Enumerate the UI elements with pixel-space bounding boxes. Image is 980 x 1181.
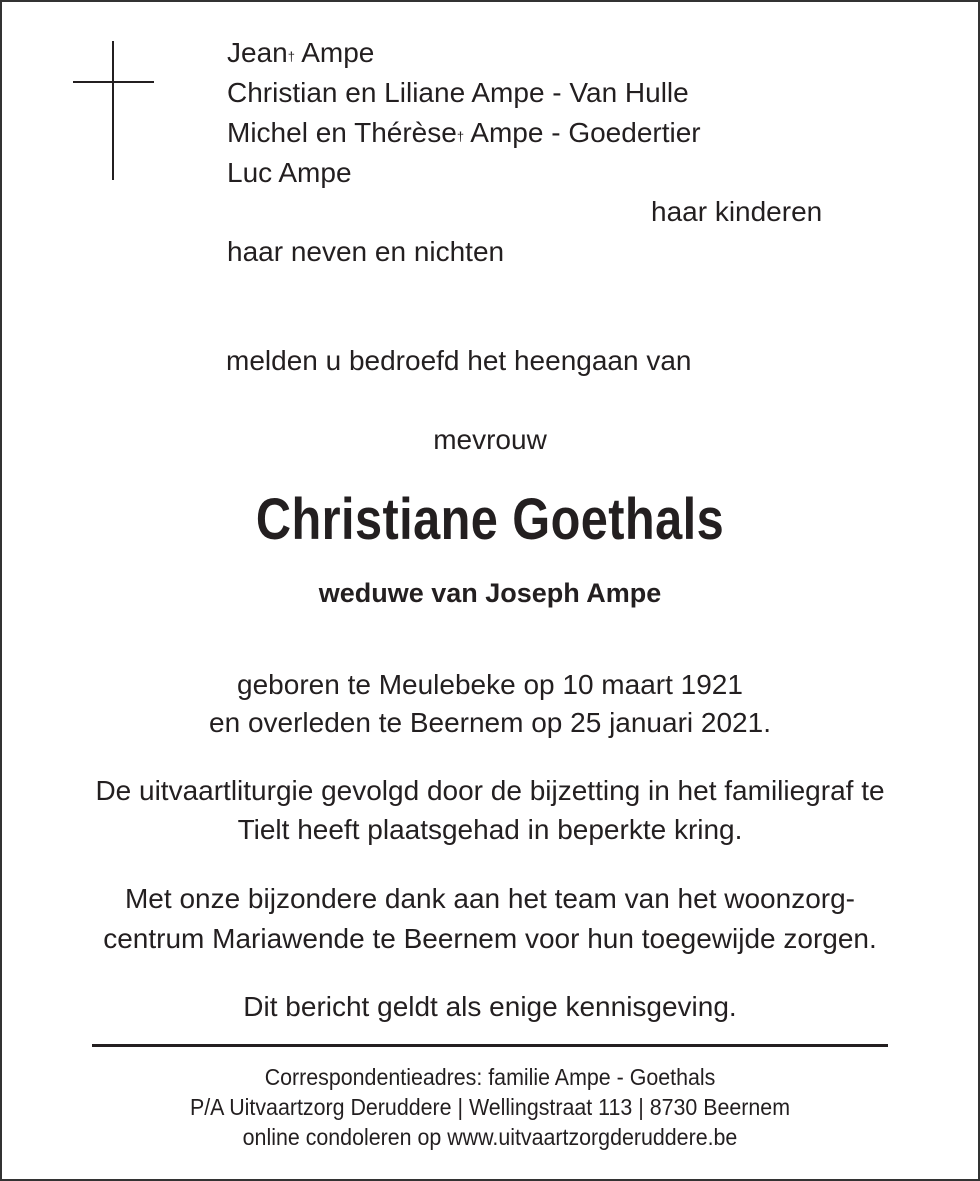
- family-member: Christian en Liliane Ampe - Van Hulle: [227, 77, 689, 108]
- footer-funeral-home: P/A Uitvaartzorg Deruddere | Wellingstraat 113 | 8730 Beernem: [189, 1094, 791, 1120]
- footer-address: Correspondentieadres: familie Ampe - Goethals: [264, 1064, 716, 1090]
- cross-horizontal: [73, 81, 154, 83]
- funeral-line-2: Tielt heeft plaatsgehad in beperkte kring.: [237, 814, 743, 845]
- deceased-name: Christiane Goethals: [255, 487, 725, 552]
- death-line: en overleden te Beernem op 25 januari 2021.: [209, 707, 771, 738]
- children-label: haar kinderen: [651, 196, 823, 227]
- widow-of: weduwe van Joseph Ampe: [318, 578, 662, 608]
- intro-text: melden u bedroefd het heengaan van: [226, 345, 692, 376]
- family-member: [227, 113, 701, 153]
- family-member: Luc Ampe: [227, 157, 352, 188]
- footer-condolence-link: online condoleren op www.uitvaartzorgderuddere.be: [242, 1124, 738, 1150]
- member-surname: Ampe: [294, 37, 375, 68]
- nephews-label: haar neven en nichten: [227, 236, 505, 267]
- birth-line: geboren te Meulebeke op 10 maart 1921: [237, 669, 743, 700]
- thanks-line-1: Met onze bijzondere dank aan het team van het woonzorg-: [124, 883, 855, 914]
- dagger-mark: †: [287, 49, 295, 64]
- cross-vertical: [112, 41, 114, 180]
- member-surname: Ampe - Goedertier: [464, 117, 701, 148]
- divider: [92, 1044, 888, 1047]
- thanks-line-2: centrum Mariawende te Beernem voor hun toegewijde zorgen.: [103, 923, 877, 954]
- salutation: mevrouw: [433, 424, 547, 455]
- dagger-mark: †: [456, 129, 465, 144]
- family-member: [227, 33, 374, 73]
- member-name: Jean: [227, 37, 288, 68]
- member-name: Michel en Thérèse: [227, 117, 457, 148]
- notice-line: Dit bericht geldt als enige kennisgeving.: [243, 991, 737, 1022]
- funeral-line-1: De uitvaartliturgie gevolgd door de bijzetting in het familiegraf te: [95, 775, 885, 806]
